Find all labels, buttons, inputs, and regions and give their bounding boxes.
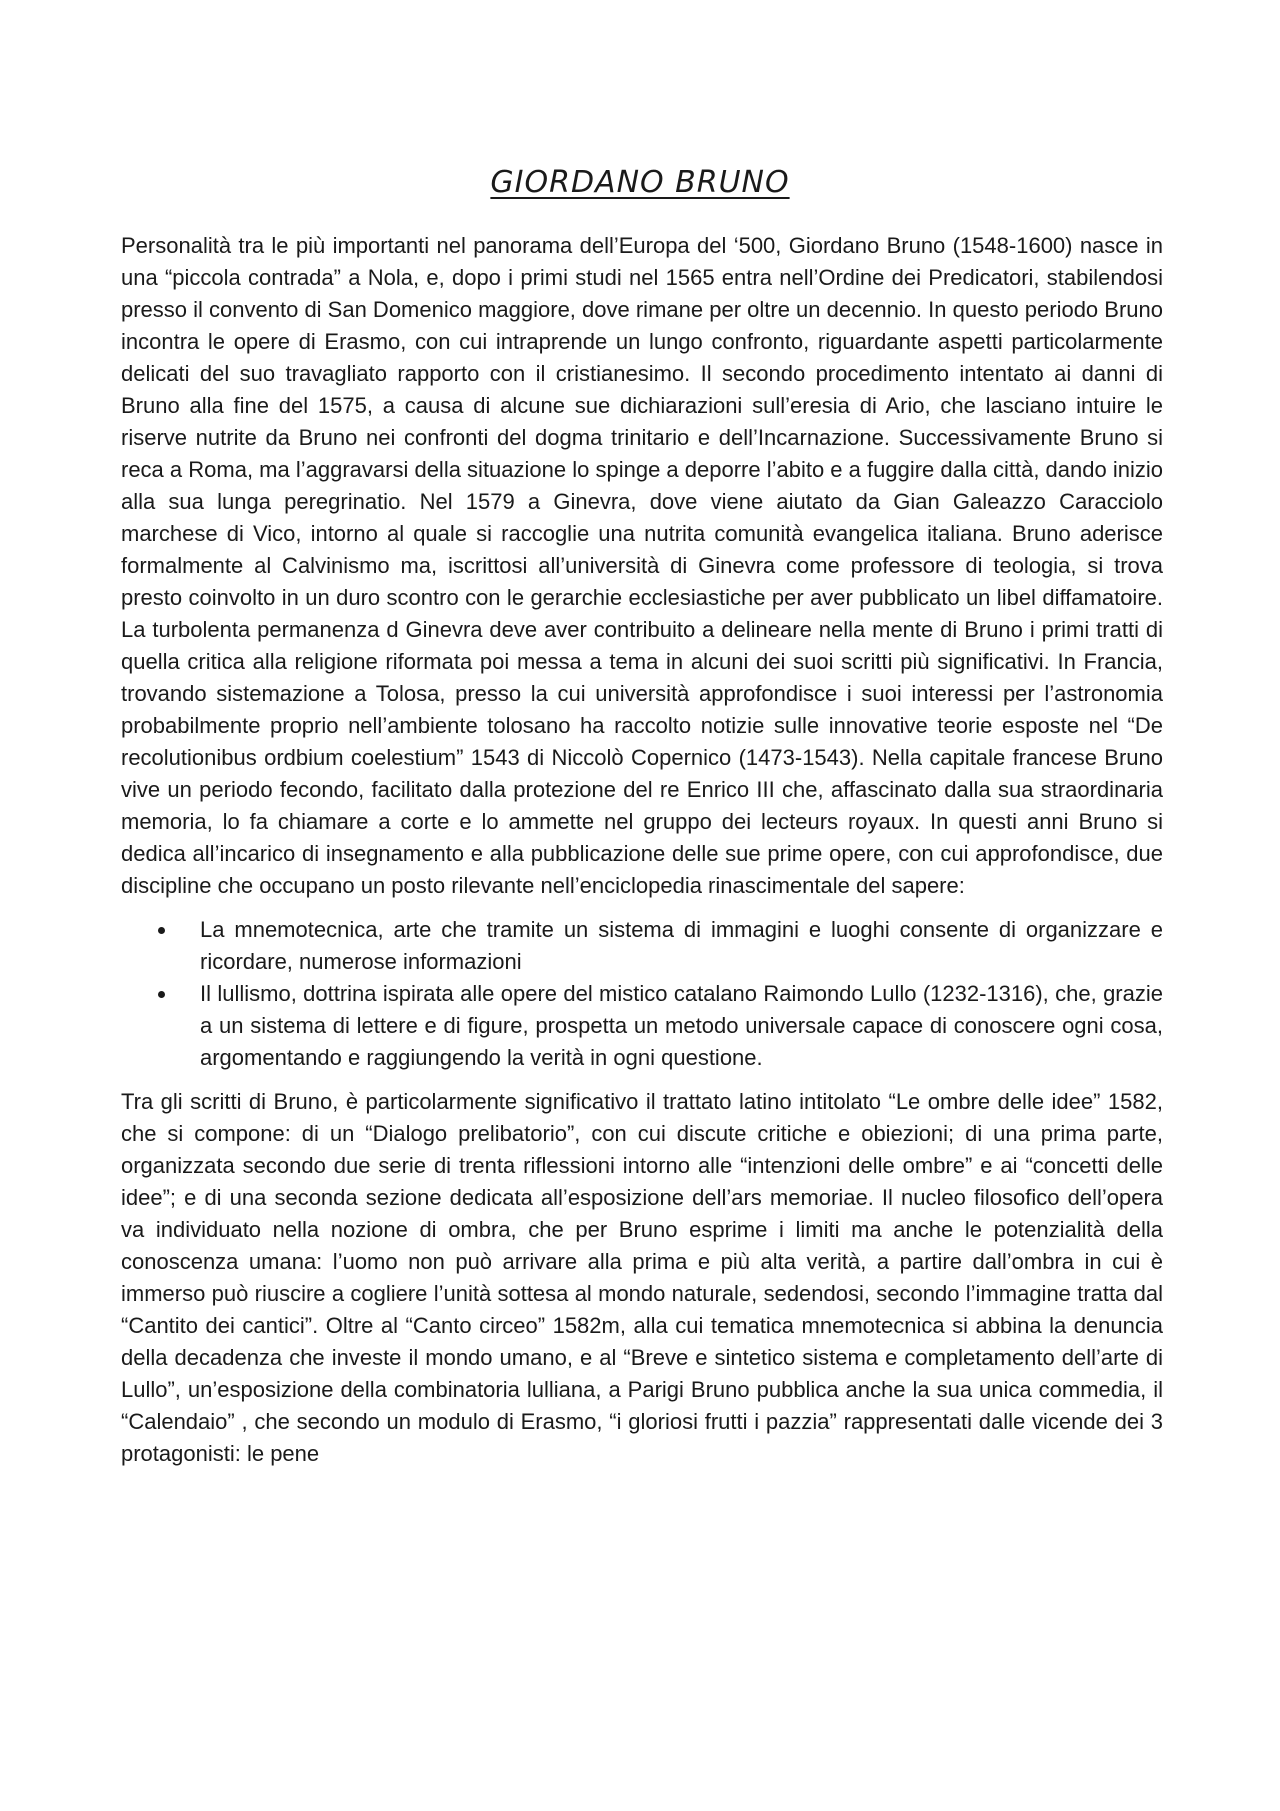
bullet-list [121,914,1163,1074]
bullet-dot-icon [158,927,165,934]
paragraph-intro: Personalità tra le più importanti nel panorama dell’Europa del ‘500, Giordano Bruno (1548-1600) nasce in una “piccola contrada” a Nola, e, dopo i primi studi nel 1565 entra nell’Ordine dei Predicatori, stabilendosi presso il convento di San Domenico maggiore, dove rimane per oltre un decennio. In questo periodo Bruno incontra le opere di Erasmo, con cui intraprende un lungo confronto, riguardante aspetti particolarmente delicati del suo travagliato rapporto con il cristianesimo. Il secondo procedimento intentato ai danni di Bruno alla fine del 1575, a causa di alcune sue dichiarazioni sull’eresia di Ario, che lasciano intuire le riserve nutrite da Bruno nei confronti del dogma trinitario e dell’Incarnazione. Successivamente Bruno si reca a Roma, ma l’aggravarsi della situazione lo spinge a deporre l’abito e a fuggire dalla città, dando inizio alla sua lunga peregrinatio. Nel 1579 a Ginevra, dove viene aiutato da Gian Galeazzo Caracciolo marchese di Vico, intorno al quale si raccoglie una nutrita comunità evangelica italiana. Bruno aderisce formalmente al Calvinismo ma, iscrittosi all’università di Ginevra come professore di teologia, si trova presto coinvolto in un duro scontro con le gerarchie ecclesiastiche per aver pubblicato un libel diffamatoire. La turbolenta permanenza d Ginevra deve aver contribuito a delineare nella mente di Bruno i primi tratti di quella critica alla religione riformata poi messa a tema in alcuni dei suoi scritti più significativi. In Francia, trovando sistemazione a Tolosa, presso la cui università approfondisce i suoi interessi per l’astronomia probabilmente proprio nell’ambiente tolosano ha raccolto notizie sulle innovative teorie esposte nel “De recolutionibus ordbium coelestium” 1543 di Niccolò Copernico (1473-1543). Nella capitale francese Bruno vive un periodo fecondo, facilitato dalla protezione del re Enrico III che, affascinato dalla sua straordinaria memoria, lo fa chiamare a corte e lo ammette nel gruppo dei lecteurs royaux. In questi anni Bruno si dedica all’incarico di insegnamento e alla pubblicazione delle sue prime opere, con cui approfondisce, due discipline che occupano un posto rilevante nell’enciclopedia rinascimentale del sapere: [121,233,1163,898]
document-title-text: GIORDANO BRUNO [490,165,790,200]
bullet-item-lullismo [200,978,1163,1074]
document-title [0,163,1280,203]
document-body [121,230,1163,1470]
bullet-item-mnemotecnica [200,914,1163,978]
paragraph-writings: Tra gli scritti di Bruno, è particolarmente significativo il trattato latino intitolato “Le ombre delle idee” 1582, che si compone: di un “Dialogo prelibatorio”, con cui discute critiche e obiezioni; di una prima parte, organizzata secondo due serie di trenta riflessioni intorno alle “intenzioni delle ombre” e ai “concetti delle idee”; e di una seconda sezione dedicata all’esposizione dell’ars memoriae. Il nucleo filosofico dell’opera va individuato nella nozione di ombra, che per Bruno esprime i limiti ma anche le potenzialità della conoscenza umana: l’uomo non può arrivare alla prima e più alta verità, a partire dall’ombra in cui è immerso può riuscire a cogliere l’unità sottesa al mondo naturale, sedendosi, secondo l’immagine tratta dal “Cantito dei cantici”. Oltre al “Canto circeo” 1582m, alla cui tematica mnemotecnica si abbina la denuncia della decadenza che investe il mondo umano, e al “Breve e sintetico sistema e completamento dell’arte di Lullo”, un’esposizione della combinatoria lulliana, a Parigi Bruno pubblica anche la sua unica commedia, il “Calendaio” , che secondo un modulo di Erasmo, “i gloriosi frutti i pazzia” rappresentati dalle vicende dei 3 protagonisti: le pene [121,1089,1163,1466]
bullet-dot-icon [158,991,165,998]
bullet-text: La mnemotecnica, arte che tramite un sistema di immagini e luoghi consente di organizzare e ricordare, numerose informazioni [200,917,1163,974]
bullet-text: Il lullismo, dottrina ispirata alle opere del mistico catalano Raimondo Lullo (1232-1316), che, grazie a un sistema di lettere e di figure, prospetta un metodo universale capace di conoscere ogni cosa, argomentando e raggiungendo la verità in ogni questione. [200,981,1163,1070]
